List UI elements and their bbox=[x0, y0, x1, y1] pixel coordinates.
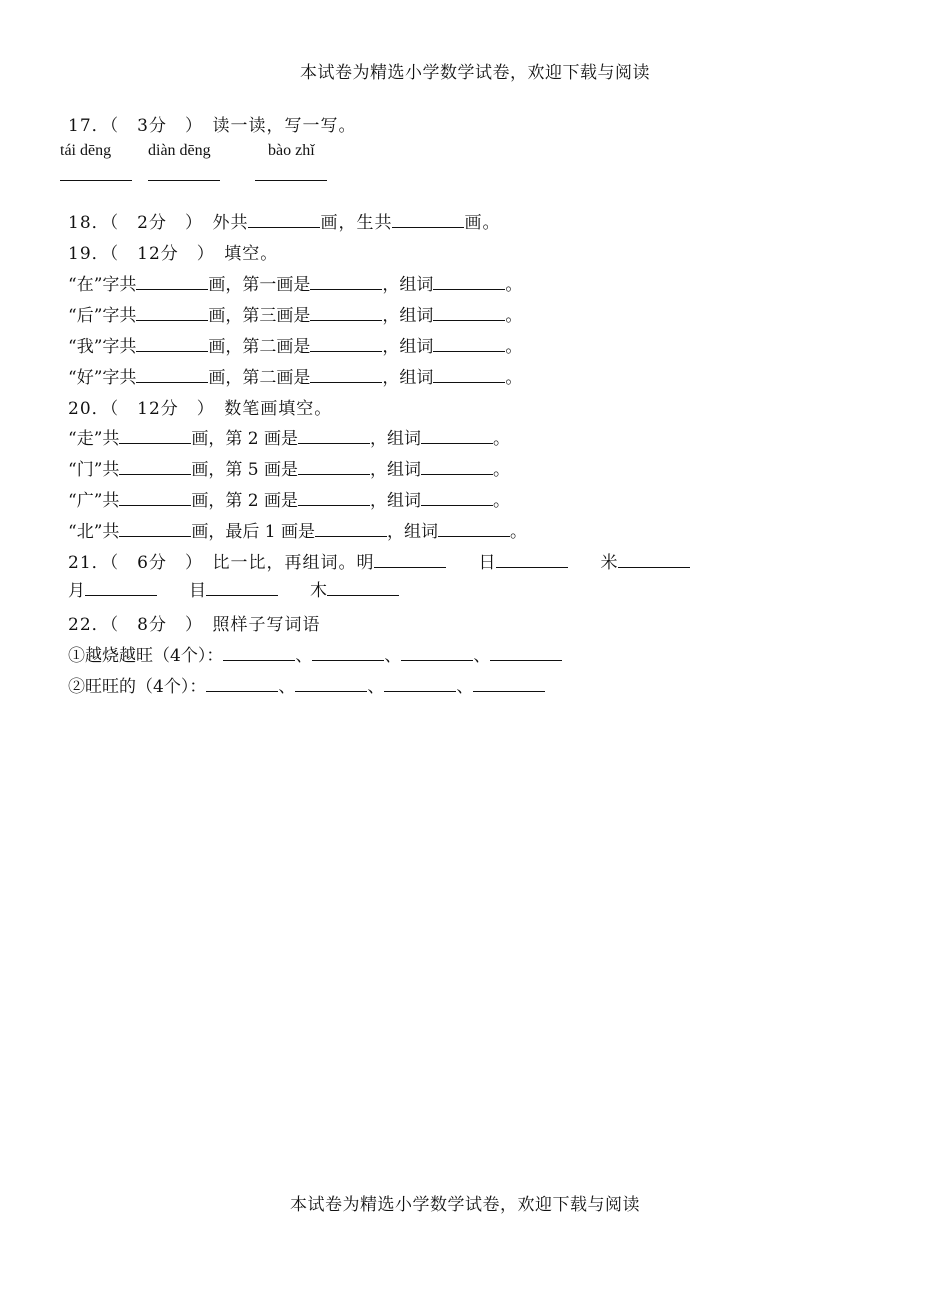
separator: 、 bbox=[456, 677, 474, 697]
row-text: “好”字共 bbox=[68, 368, 137, 388]
row-text: 。 bbox=[493, 491, 511, 511]
answer-blank[interactable] bbox=[490, 646, 562, 661]
row-text: ，组词 bbox=[370, 429, 422, 449]
row-text: ，组词 bbox=[370, 460, 422, 480]
answer-blank[interactable] bbox=[421, 460, 493, 475]
page-footer: 本试卷为精选小学数学试卷，欢迎下载与阅读 bbox=[290, 1195, 640, 1215]
page-header: 本试卷为精选小学数学试卷，欢迎下载与阅读 bbox=[300, 63, 650, 83]
answer-blank[interactable] bbox=[310, 368, 382, 383]
question-21 bbox=[68, 552, 690, 574]
q22-row2 bbox=[68, 676, 545, 698]
row-text: 。 bbox=[510, 522, 528, 542]
answer-blank[interactable] bbox=[255, 180, 327, 181]
answer-blank[interactable] bbox=[119, 522, 191, 537]
row-text: 。 bbox=[505, 368, 523, 388]
answer-blank[interactable] bbox=[298, 491, 370, 506]
q20-row bbox=[68, 521, 527, 543]
answer-blank[interactable] bbox=[206, 581, 278, 596]
row-text: 。 bbox=[505, 275, 523, 295]
row-text: 画，最后 1 画是 bbox=[191, 522, 316, 542]
q21-title: 21．（ 6分 ） 比一比，再组词。明 bbox=[68, 553, 375, 573]
row-text: “在”字共 bbox=[68, 275, 137, 295]
answer-blank[interactable] bbox=[298, 460, 370, 475]
answer-blank[interactable] bbox=[119, 460, 191, 475]
char-label: 米 bbox=[600, 553, 619, 573]
pinyin-1: tái dēng bbox=[60, 142, 112, 159]
answer-blank[interactable] bbox=[119, 491, 191, 506]
row-text: “广”共 bbox=[68, 491, 120, 511]
q19-row bbox=[68, 305, 522, 327]
separator: 、 bbox=[295, 646, 313, 666]
answer-blank[interactable] bbox=[136, 275, 208, 290]
answer-blank[interactable] bbox=[85, 581, 157, 596]
question-19-title: 19．（ 12分 ） 填空。 bbox=[68, 244, 279, 264]
row-text: “我”字共 bbox=[68, 337, 137, 357]
row-text: “后”字共 bbox=[68, 306, 137, 326]
row-text: 。 bbox=[505, 337, 523, 357]
row-text: 。 bbox=[493, 429, 511, 449]
answer-blank[interactable] bbox=[312, 646, 384, 661]
row-text: ，组词 bbox=[382, 337, 434, 357]
separator: 、 bbox=[278, 677, 296, 697]
char-label: 目 bbox=[189, 581, 206, 601]
pinyin-3: bào zhǐ bbox=[268, 142, 315, 159]
row-text: 画，第 2 画是 bbox=[191, 491, 299, 511]
row-text: 画，第 2 画是 bbox=[191, 429, 299, 449]
char-label: 日 bbox=[478, 553, 497, 573]
q20-row bbox=[68, 459, 510, 481]
answer-blank[interactable] bbox=[392, 213, 464, 228]
row-text: “门”共 bbox=[68, 460, 120, 480]
row-text: ，组词 bbox=[387, 522, 439, 542]
q19-row bbox=[68, 274, 522, 296]
answer-blank[interactable] bbox=[136, 306, 208, 321]
answer-blank[interactable] bbox=[60, 180, 132, 181]
q19-row bbox=[68, 336, 522, 358]
row-text: 画，第二画是 bbox=[208, 368, 311, 388]
row-text: ②旺旺的（4个）： bbox=[68, 677, 207, 697]
answer-blank[interactable] bbox=[315, 522, 387, 537]
row-text: “北”共 bbox=[68, 522, 120, 542]
answer-blank[interactable] bbox=[136, 368, 208, 383]
row-text: 画，第 5 画是 bbox=[191, 460, 299, 480]
answer-blank[interactable] bbox=[421, 429, 493, 444]
q22-row1 bbox=[68, 645, 562, 667]
row-text: 。 bbox=[505, 306, 523, 326]
answer-blank[interactable] bbox=[433, 306, 505, 321]
row-text: 。 bbox=[493, 460, 511, 480]
q18-text-b: 画，生共 bbox=[320, 213, 393, 233]
row-text: ，组词 bbox=[382, 368, 434, 388]
answer-blank[interactable] bbox=[295, 677, 367, 692]
answer-blank[interactable] bbox=[223, 646, 295, 661]
question-21-row2 bbox=[68, 580, 399, 602]
separator: 、 bbox=[473, 646, 491, 666]
answer-blank[interactable] bbox=[374, 553, 446, 568]
row-text: ，组词 bbox=[382, 306, 434, 326]
question-18 bbox=[68, 212, 500, 234]
answer-blank[interactable] bbox=[310, 275, 382, 290]
answer-blank[interactable] bbox=[136, 337, 208, 352]
answer-blank[interactable] bbox=[310, 306, 382, 321]
q18-text-a: 18．（ 2分 ） 外共 bbox=[68, 213, 249, 233]
row-text: 画，第二画是 bbox=[208, 337, 311, 357]
row-text: ，组词 bbox=[370, 491, 422, 511]
separator: 、 bbox=[384, 646, 402, 666]
answer-blank[interactable] bbox=[327, 581, 399, 596]
answer-blank[interactable] bbox=[310, 337, 382, 352]
q19-row bbox=[68, 367, 522, 389]
answer-blank[interactable] bbox=[248, 213, 320, 228]
row-text: ①越烧越旺（4个）： bbox=[68, 646, 224, 666]
answer-blank[interactable] bbox=[618, 553, 690, 568]
answer-blank[interactable] bbox=[421, 491, 493, 506]
answer-blank[interactable] bbox=[433, 337, 505, 352]
answer-blank[interactable] bbox=[298, 429, 370, 444]
answer-blank[interactable] bbox=[401, 646, 473, 661]
separator: 、 bbox=[367, 677, 385, 697]
q20-row bbox=[68, 428, 510, 450]
answer-blank[interactable] bbox=[438, 522, 510, 537]
answer-blank[interactable] bbox=[119, 429, 191, 444]
answer-blank[interactable] bbox=[206, 677, 278, 692]
answer-blank[interactable] bbox=[433, 368, 505, 383]
pinyin-2: diàn dēng bbox=[148, 142, 211, 159]
row-text: 画，第三画是 bbox=[208, 306, 311, 326]
answer-blank[interactable] bbox=[384, 677, 456, 692]
answer-blank[interactable] bbox=[148, 180, 220, 181]
answer-blank[interactable] bbox=[473, 677, 545, 692]
row-text: ，组词 bbox=[382, 275, 434, 295]
question-20-title: 20．（ 12分 ） 数笔画填空。 bbox=[68, 399, 333, 419]
question-17-title: 17．（ 3分 ） 读一读，写一写。 bbox=[68, 116, 357, 136]
answer-blank[interactable] bbox=[433, 275, 505, 290]
row-text: “走”共 bbox=[68, 429, 120, 449]
q20-row bbox=[68, 490, 510, 512]
question-22-title: 22．（ 8分 ） 照样子写词语 bbox=[68, 615, 321, 635]
char-label: 月 bbox=[68, 581, 85, 601]
row-text: 画，第一画是 bbox=[208, 275, 311, 295]
char-label: 木 bbox=[310, 581, 327, 601]
answer-blank[interactable] bbox=[496, 553, 568, 568]
q18-text-c: 画。 bbox=[464, 213, 501, 233]
